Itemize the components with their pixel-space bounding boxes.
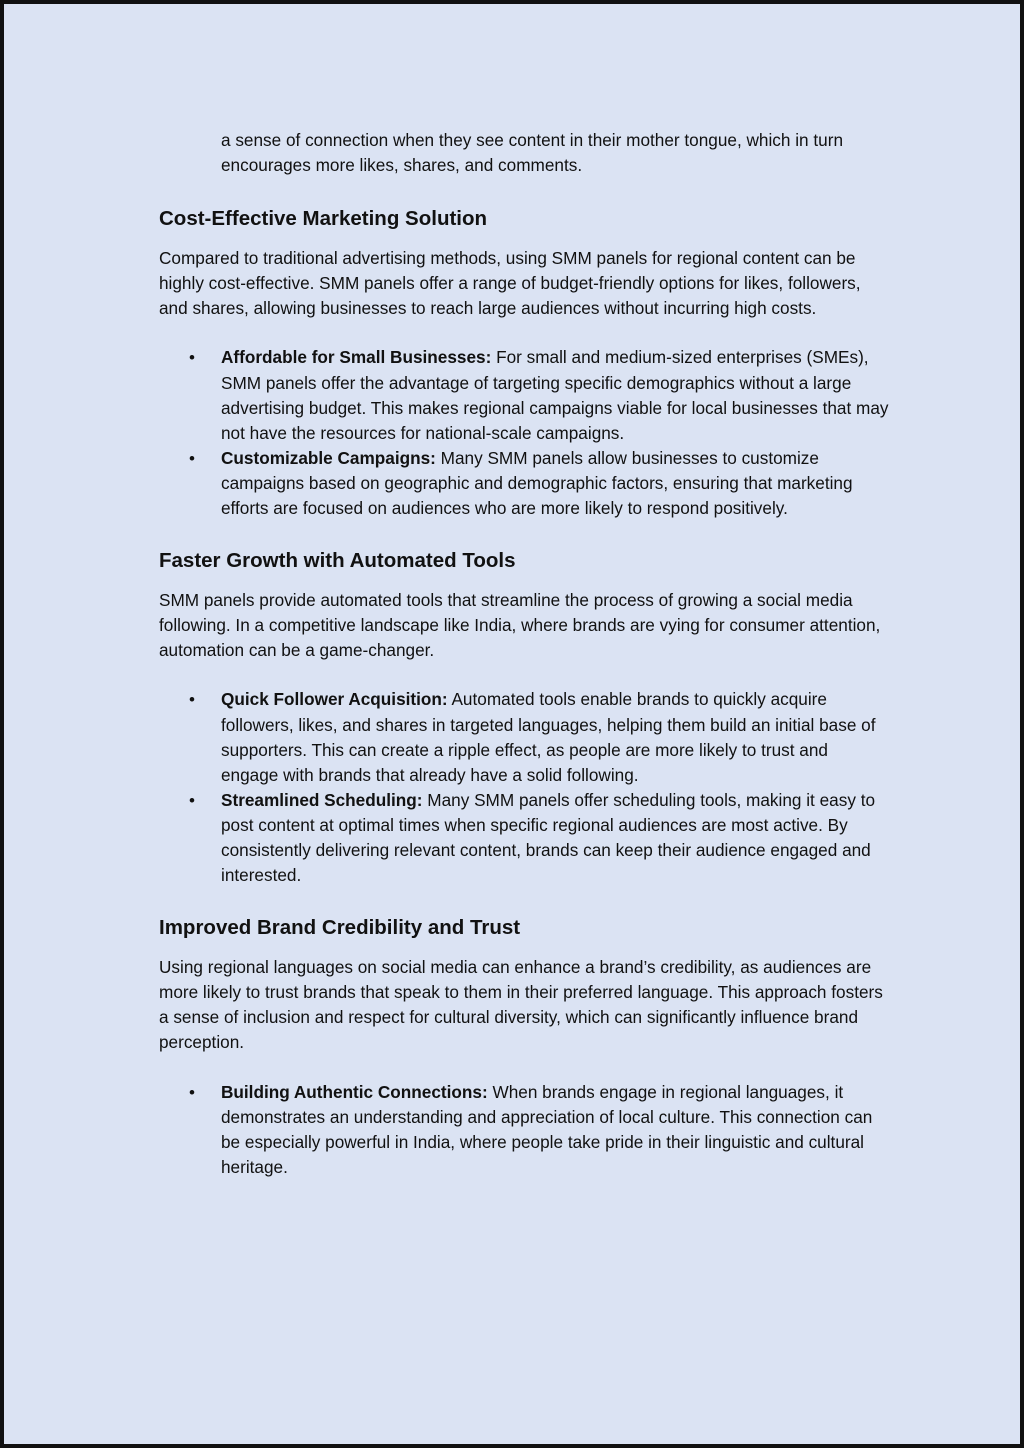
list-item bbox=[159, 687, 889, 787]
list-item-term: Affordable for Small Businesses: bbox=[221, 347, 492, 368]
bullet-icon: • bbox=[189, 448, 195, 468]
section-paragraph: SMM panels provide automated tools that streamline the process of growing a social media following. In a competitive landscape like India, where brands are vying for consumer attention, automation can be a game-changer. bbox=[159, 590, 881, 661]
bullet-list bbox=[159, 345, 889, 521]
page-content bbox=[159, 128, 889, 1180]
section-heading-brand-credibility: Improved Brand Credibility and Trust bbox=[159, 916, 521, 940]
section-paragraph: Using regional languages on social media can enhance a brand’s credibility, as audiences are more likely to trust brands that speak to them in their preferred language. This approach fosters a sense of inclusion and respect for cultural diversity, which can significantly influence brand perception. bbox=[159, 957, 883, 1053]
section-heading-faster-growth: Faster Growth with Automated Tools bbox=[159, 549, 516, 573]
list-item bbox=[159, 446, 889, 521]
list-item-term: Building Authentic Connections: bbox=[221, 1081, 488, 1102]
list-item-text: Automated tools enable brands to quickly acquire followers, likes, and shares in targeted languages, helping them build an initial base of supporters. This can create a ripple effect, as people are more likely to trust and engage with brands that already have a solid following. bbox=[221, 689, 876, 785]
list-item bbox=[159, 1080, 889, 1180]
bullet-icon: • bbox=[189, 790, 195, 810]
bullet-icon: • bbox=[189, 348, 195, 368]
continued-paragraph: a sense of connection when they see content in their mother tongue, which in turn encourages more likes, shares, and comments. bbox=[221, 130, 843, 176]
list-item-text: When brands engage in regional languages, it demonstrates an understanding and appreciation of local culture. This connection can be especially powerful in India, where people take pride in their linguistic and cultural heritage. bbox=[221, 1081, 873, 1177]
bullet-icon: • bbox=[189, 690, 195, 710]
bullet-icon: • bbox=[189, 1082, 195, 1102]
section-paragraph: Compared to traditional advertising methods, using SMM panels for regional content can be highly cost-effective. SMM panels offer a range of budget-friendly options for likes, followers, and shares, allowing businesses to reach large audiences without incurring high costs. bbox=[159, 248, 861, 319]
section-heading-cost-effective: Cost-Effective Marketing Solution bbox=[159, 207, 488, 231]
list-item-term: Quick Follower Acquisition: bbox=[221, 689, 448, 710]
list-item-term: Customizable Campaigns: bbox=[221, 447, 436, 468]
bullet-list bbox=[159, 1080, 889, 1180]
list-item-term: Streamlined Scheduling: bbox=[221, 789, 423, 810]
list-item-text: Many SMM panels offer scheduling tools, making it easy to post content at optimal times when specific regional audiences are most active. By consistently delivering relevant content, brands can keep their audience engaged and interested. bbox=[221, 789, 876, 886]
list-item-text: For small and medium-sized enterprises (SMEs), SMM panels offer the advantage of targeting specific demographics without a large advertising budget. This makes regional campaigns viable for local businesses that may not have the resources for national-scale campaigns. bbox=[221, 347, 889, 443]
bullet-list bbox=[159, 687, 889, 888]
list-item-text: Many SMM panels allow businesses to customize campaigns based on geographic and demographic factors, ensuring that marketing efforts are focused on audiences who are more likely to respond positively. bbox=[221, 447, 853, 519]
list-item bbox=[159, 345, 889, 445]
list-item bbox=[159, 788, 889, 888]
